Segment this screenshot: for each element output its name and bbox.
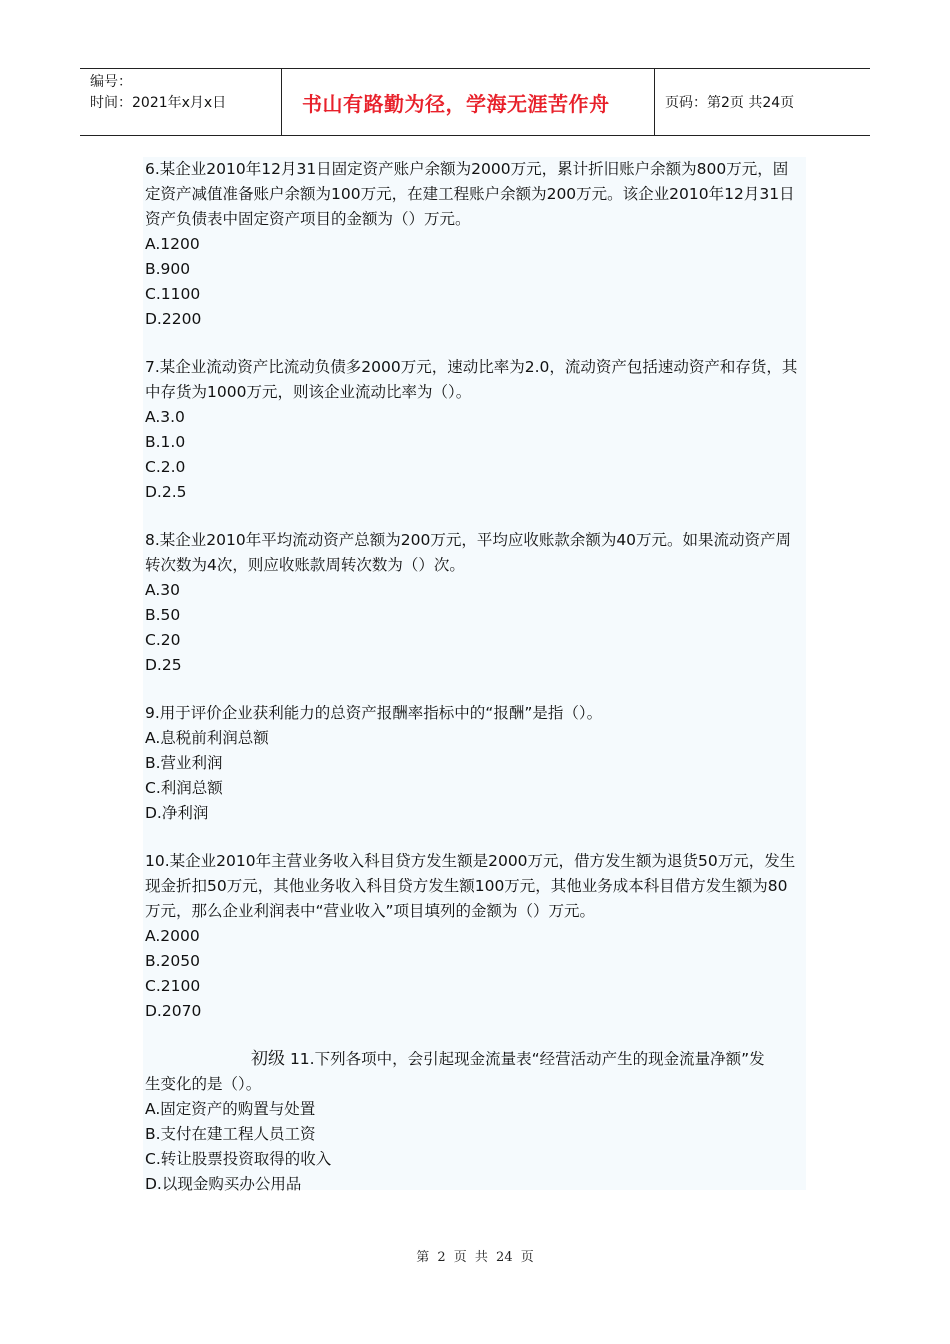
option-a: A.1200: [145, 235, 200, 253]
header-meta: [80, 69, 282, 135]
option-c: C.20: [145, 631, 181, 649]
option-d: D.25: [145, 656, 182, 674]
option-d: D.2200: [145, 310, 202, 328]
question-stem-text: 11.下列各项中，会引起现金流量表“经营活动产生的现金流量净额”发: [289, 1050, 765, 1068]
page-footer: 第 2 页 共 24 页: [416, 1250, 534, 1265]
option-b: B.营业利润: [145, 754, 223, 772]
question-stem: 8.某企业2010年平均流动资产总额为200万元，平均应收账款余额为40万元。如果流动资产周转次数为4次，则应收账款周转次数为（）次。: [145, 531, 792, 574]
question-stem: 6.某企业2010年12月31日固定资产账户余额为2000万元，累计折旧账户余额为800万元，固定资产减值准备账户余额为100万元，在建工程账户余额为200万元。该企业2010年12月31日资产负债表中固定资产项目的金额为（）万元。: [145, 160, 795, 228]
question-6: [145, 157, 802, 332]
option-c: C.2100: [145, 977, 201, 995]
option-b: B.支付在建工程人员工资: [145, 1125, 316, 1143]
question-stem: 9.用于评价企业获利能力的总资产报酬率指标中的“报酬”是指（）。: [145, 704, 603, 722]
option-d: D.2070: [145, 1002, 202, 1020]
question-stem-line2: 生变化的是（）。: [145, 1075, 262, 1093]
option-a: A.息税前利润总额: [145, 729, 269, 747]
question-7: [145, 355, 802, 505]
option-d: D.净利润: [145, 804, 209, 822]
question-stem: 7.某企业流动资产比流动负债多2000万元，速动比率为2.0，流动资产包括速动资产和存货，其中存货为1000万元，则该企业流动比率为（）。: [145, 358, 798, 401]
code-label: 编号：: [90, 74, 132, 90]
question-stem-line1: [145, 1047, 802, 1072]
question-11: [145, 1047, 802, 1197]
option-b: B.900: [145, 260, 191, 278]
question-area: [143, 157, 806, 1193]
option-a: A.2000: [145, 927, 200, 945]
question-stem: 10.某企业2010年主营业务收入科目贷方发生额是2000万元，借方发生额为退货50万元，发生现金折扣50万元，其他业务收入科目贷方发生额100万元，其他业务成本科目借方发生额为80万元，那么企业利润表中“营业收入”项目填列的金额为（）万元。: [145, 852, 796, 920]
header-page-label: 页码：第2页 共24页: [665, 95, 795, 111]
page-header: [80, 68, 870, 136]
level-prefix: 初级: [251, 1049, 285, 1069]
option-c: C.利润总额: [145, 779, 223, 797]
header-motto: 书山有路勤为径，学海无涯苦作舟: [282, 69, 655, 135]
option-c: C.2.0: [145, 458, 186, 476]
option-c: C.转让股票投资取得的收入: [145, 1150, 332, 1168]
option-d: D.2.5: [145, 483, 187, 501]
option-a: A.固定资产的购置与处置: [145, 1100, 316, 1118]
option-b: B.50: [145, 606, 181, 624]
option-c: C.1100: [145, 285, 201, 303]
option-b: B.2050: [145, 952, 201, 970]
option-b: B.1.0: [145, 433, 186, 451]
option-a: A.30: [145, 581, 180, 599]
option-a: A.3.0: [145, 408, 185, 426]
time-label: 时间：2021年x月x日: [90, 95, 227, 111]
option-d: D.以现金购买办公用品: [145, 1175, 302, 1193]
question-9: [145, 701, 802, 826]
question-8: [145, 528, 802, 678]
question-10: [145, 849, 802, 1024]
